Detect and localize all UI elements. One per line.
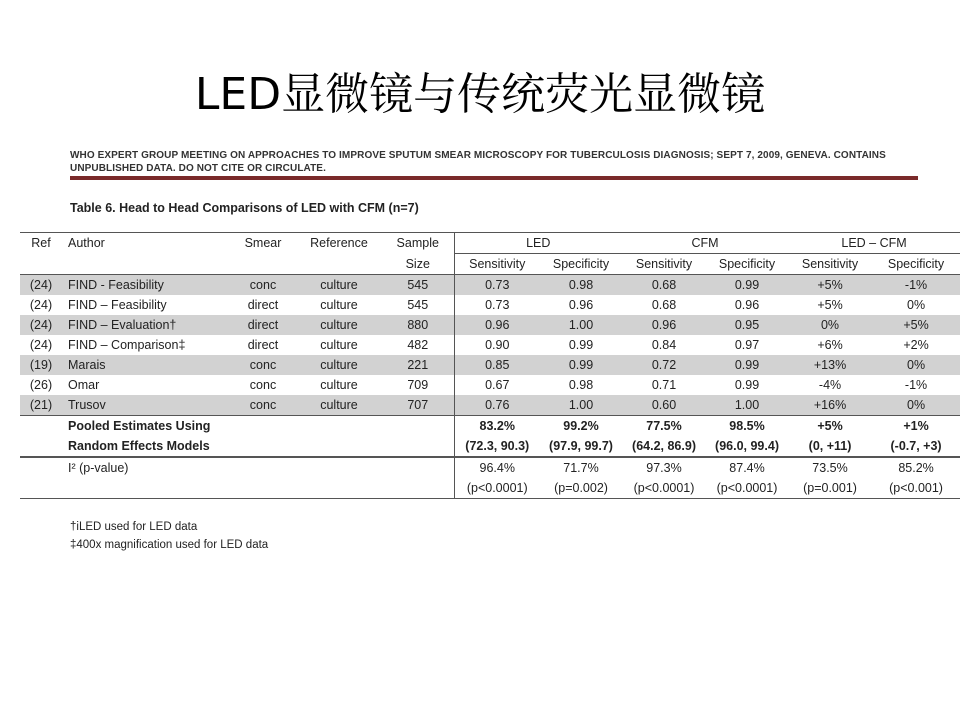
cell-led-sensitivity: 0.85 (454, 355, 540, 375)
table-caption: Table 6. Head to Head Comparisons of LED with CFM (n=7) (70, 201, 419, 215)
cfm-specificity-header: Specificity (706, 254, 788, 275)
cell-author: FIND – Feasibility (68, 298, 167, 312)
cell-author: FIND – Comparison‡ (68, 338, 186, 352)
cell-cfm-specificity: 1.00 (706, 395, 788, 416)
i2-pvalue-row (20, 478, 960, 499)
cell-diff-specificity: -1% (872, 275, 960, 296)
pooled-cfm-specificity: 98.5% (729, 419, 765, 433)
cell-smear: conc (230, 275, 296, 296)
cell-ref: (21) (20, 395, 62, 416)
i2-led-sensitivity: 96.4% (454, 457, 540, 478)
cell-author: Marais (62, 355, 230, 375)
cell-diff-specificity: 0% (872, 395, 960, 416)
cell-author: FIND - Feasibility (62, 275, 230, 296)
diff-specificity-header: Specificity (872, 254, 960, 275)
slide-title: LED显微镜与传统荧光显微镜 (194, 69, 766, 120)
i2-row (20, 457, 960, 478)
cell-cfm-specificity: 0.99 (734, 378, 760, 392)
cell-diff-sensitivity: +16% (788, 395, 872, 416)
cell-led-specificity: 0.99 (568, 338, 594, 352)
cell-cfm-sensitivity: 0.72 (622, 355, 706, 375)
footnotes (70, 518, 268, 554)
pooled-diff-specificity-ci: (-0.7, +3) (872, 436, 960, 457)
cell-author: Omar (68, 378, 100, 392)
cell-cfm-specificity: 0.96 (734, 298, 760, 312)
header-row-2 (20, 254, 960, 275)
cell-led-specificity: 0.98 (568, 378, 594, 392)
cell-led-sensitivity: 0.73 (454, 275, 540, 296)
i2-led-specificity: 71.7% (563, 461, 599, 475)
cell-smear: direct (230, 315, 296, 335)
cell-led-specificity: 1.00 (540, 315, 622, 335)
footnote-iled: †iLED used for LED data (70, 521, 198, 533)
cell-diff-sensitivity: -4% (818, 378, 842, 392)
cell-diff-specificity: +2% (903, 338, 929, 352)
pooled-cfm-specificity-ci: (96.0, 99.4) (706, 436, 788, 457)
cell-diff-specificity: +5% (872, 315, 960, 335)
i2-cfm-sensitivity: 97.3% (646, 461, 682, 475)
cell-cfm-specificity: 0.97 (734, 338, 760, 352)
cell-led-specificity: 0.98 (540, 275, 622, 296)
cell-ref: (24) (29, 298, 53, 312)
group-led-header: LED (454, 233, 622, 254)
cell-cfm-sensitivity: 0.71 (651, 378, 677, 392)
cell-size: 545 (382, 275, 454, 296)
table-row (20, 335, 960, 355)
cell-smear: direct (247, 338, 279, 352)
cell-diff-sensitivity: 0% (788, 315, 872, 335)
cell-led-sensitivity: 0.67 (454, 375, 540, 395)
cell-cfm-specificity: 0.99 (706, 275, 788, 296)
i2-led-specificity-p: (p=0.002) (540, 478, 622, 499)
group-diff-header: LED – CFM (788, 233, 960, 254)
cell-led-sensitivity: 0.90 (454, 335, 540, 355)
cfm-sensitivity-header: Sensitivity (622, 254, 706, 275)
document-header: WHO EXPERT GROUP MEETING ON APPROACHES TO IMPROVE SPUTUM SMEAR MICROSCOPY FOR TUBERCULOSIS DIAGNOSIS; SEPT 7, 2009, GENEVA. CONTAINS UNPUBLISHED DATA. DO NOT CITE OR CIRCULATE. (70, 150, 886, 174)
col-sample-header: Sample (382, 233, 454, 254)
cell-cfm-sensitivity: 0.68 (622, 275, 706, 296)
cell-reference: culture (320, 378, 358, 392)
cell-smear: conc (230, 355, 296, 375)
cell-led-sensitivity: 0.96 (454, 315, 540, 335)
cell-diff-sensitivity: +5% (817, 298, 843, 312)
i2-diff-specificity: 85.2% (898, 461, 934, 475)
col-ref-header: Ref (20, 233, 62, 254)
cell-reference: culture (296, 275, 382, 296)
cell-led-specificity: 0.99 (540, 355, 622, 375)
cell-diff-specificity: -1% (904, 378, 928, 392)
diff-sensitivity-header: Sensitivity (788, 254, 872, 275)
cell-ref: (26) (29, 378, 53, 392)
cell-led-sensitivity: 0.76 (454, 395, 540, 416)
cell-smear: direct (247, 298, 279, 312)
cell-diff-specificity: 0% (907, 298, 926, 312)
i2-led-sensitivity-p: (p<0.0001) (454, 478, 540, 499)
cell-cfm-specificity: 0.95 (706, 315, 788, 335)
cell-author: Trusov (62, 395, 230, 416)
cell-smear: conc (230, 395, 296, 416)
pooled-row (20, 416, 960, 437)
header-rule (70, 176, 918, 180)
cell-reference: culture (296, 355, 382, 375)
table-row (20, 375, 960, 395)
table-row (20, 275, 960, 296)
led-sensitivity-header: Sensitivity (454, 254, 540, 275)
i2-cfm-sensitivity-p: (p<0.0001) (622, 478, 706, 499)
cell-cfm-sensitivity: 0.96 (622, 315, 706, 335)
cell-author: FIND – Evaluation† (62, 315, 230, 335)
col-smear-header: Smear (230, 233, 296, 254)
table-row (20, 315, 960, 335)
i2-diff-specificity-p: (p<0.001) (872, 478, 960, 499)
group-cfm-header: CFM (622, 233, 788, 254)
cell-led-specificity: 1.00 (540, 395, 622, 416)
i2-diff-sensitivity-p: (p=0.001) (788, 478, 872, 499)
cell-size: 221 (382, 355, 454, 375)
i2-cfm-specificity-p: (p<0.0001) (706, 478, 788, 499)
cell-size: 707 (382, 395, 454, 416)
pooled-led-sensitivity: 83.2% (454, 416, 540, 437)
pooled-led-sensitivity-ci: (72.3, 90.3) (454, 436, 540, 457)
footnote-magnification: ‡400x magnification used for LED data (70, 539, 269, 551)
cell-smear: conc (249, 378, 277, 392)
pooled-cfm-sensitivity-ci: (64.2, 86.9) (622, 436, 706, 457)
cell-ref: (24) (29, 338, 53, 352)
pooled-diff-sensitivity-ci: (0, +11) (788, 436, 872, 457)
cell-size: 880 (382, 315, 454, 335)
col-size-header: Size (382, 254, 454, 275)
col-author-header: Author (62, 233, 230, 254)
cell-size: 545 (407, 298, 429, 312)
pooled-label-line1: Pooled Estimates Using (68, 419, 211, 433)
cell-reference: culture (296, 315, 382, 335)
led-specificity-header: Specificity (540, 254, 622, 275)
header-row-1 (20, 233, 960, 254)
pooled-led-specificity-ci: (97.9, 99.7) (540, 436, 622, 457)
cell-reference: culture (320, 298, 358, 312)
cell-led-specificity: 0.96 (568, 298, 594, 312)
cell-cfm-sensitivity: 0.68 (651, 298, 677, 312)
cell-ref: (24) (20, 315, 62, 335)
pooled-ci-row (20, 436, 960, 457)
cell-reference: culture (320, 338, 358, 352)
i2-diff-sensitivity: 73.5% (812, 461, 848, 475)
table-row (20, 355, 960, 375)
pooled-diff-sensitivity: +5% (817, 419, 843, 433)
i2-label: I² (p-value) (68, 461, 129, 475)
cell-led-sensitivity: 0.73 (454, 295, 540, 315)
cell-diff-specificity: 0% (872, 355, 960, 375)
pooled-label-line2: Random Effects Models (62, 436, 382, 457)
pooled-cfm-sensitivity: 77.5% (646, 419, 682, 433)
cell-reference: culture (296, 395, 382, 416)
cell-cfm-sensitivity: 0.60 (622, 395, 706, 416)
cell-cfm-specificity: 0.99 (706, 355, 788, 375)
cell-ref: (19) (20, 355, 62, 375)
i2-cfm-specificity: 87.4% (729, 461, 765, 475)
cell-diff-sensitivity: +13% (788, 355, 872, 375)
cell-ref: (24) (20, 275, 62, 296)
col-reference-header: Reference (296, 233, 382, 254)
comparison-table (20, 232, 960, 499)
cell-cfm-sensitivity: 0.84 (651, 338, 677, 352)
cell-size: 482 (407, 338, 429, 352)
table-row (20, 395, 960, 416)
pooled-led-specificity: 99.2% (563, 419, 599, 433)
cell-size: 709 (407, 378, 429, 392)
pooled-diff-specificity: +1% (903, 419, 929, 433)
cell-diff-sensitivity: +6% (817, 338, 843, 352)
cell-diff-sensitivity: +5% (788, 275, 872, 296)
table-row (20, 295, 960, 315)
